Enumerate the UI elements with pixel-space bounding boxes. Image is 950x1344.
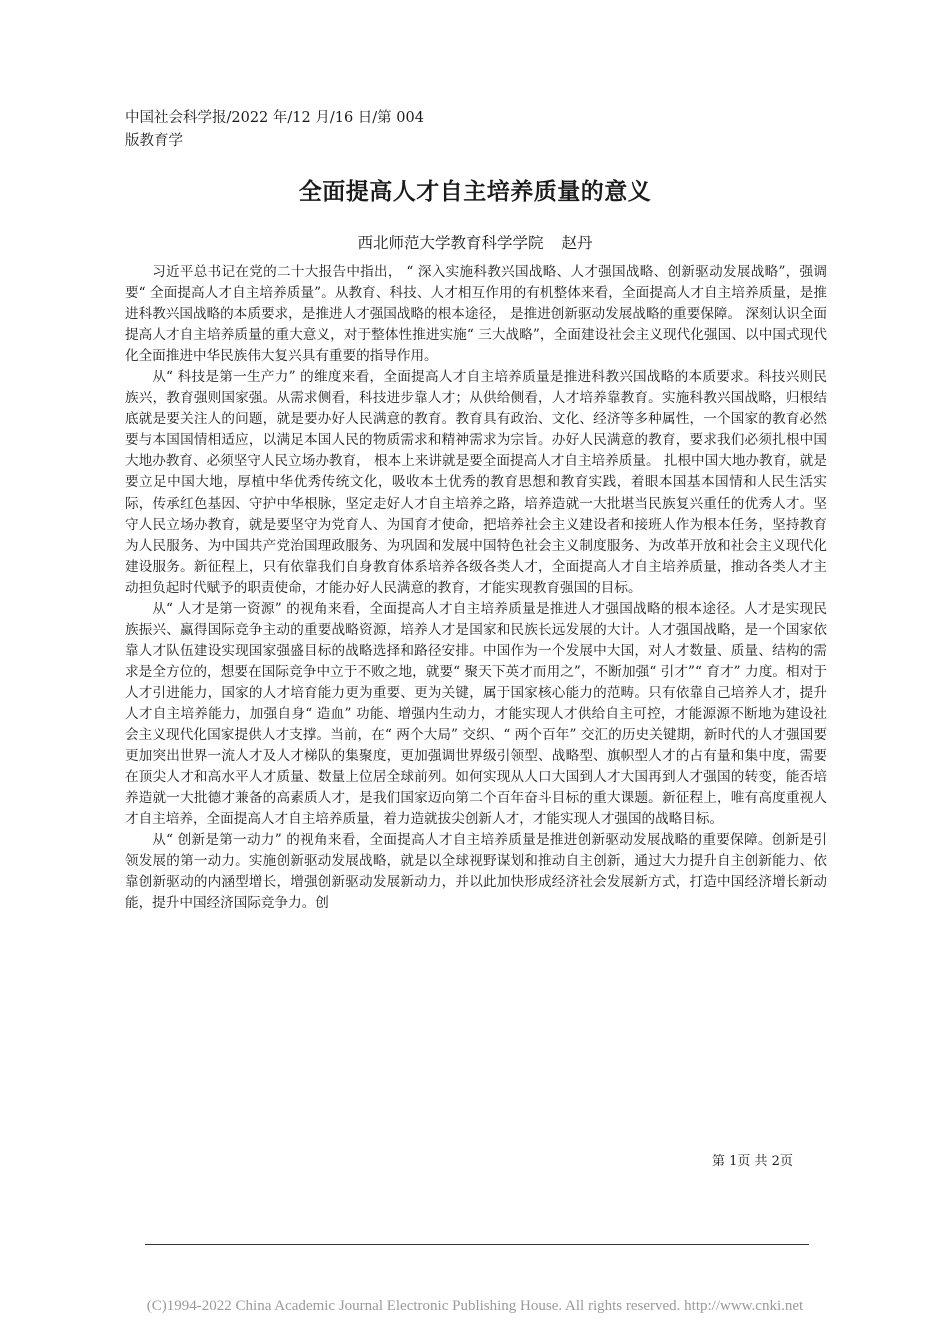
page-number: 第 1页 共 2页 xyxy=(712,1154,793,1169)
footer-divider xyxy=(145,1244,809,1245)
article-body xyxy=(125,262,827,914)
paragraph-1: 习近平总书记在党的二十大报告中指出， “ 深入实施科教兴国战略、人才强国战略、创新驱动发展战略”，强调要“ 全面提高人才自主培养质量”。从教育、科技、人才相互作用的有机整体来看，全面提高人才自主培养质量，是推进科教兴国战略的本质要求，是推进人才强国战略的根本途径， 是推进创新驱动发展战略的重要保障。 深刻认识全面提高人才自主培养质量的重大意义，对于整体性推进实施“ 三大战略”，全面建设社会主义现代化强国、以中国式现代化全面推进中华民族伟大复兴具有重要的指导作用。 xyxy=(125,264,827,365)
paragraph-2: 从“ 科技是第一生产力” 的维度来看，全面提高人才自主培养质量是推进科教兴国战略的本质要求。科技兴则民族兴，教育强则国家强。从需求侧看，科技进步靠人才；从供给侧看，人才培养靠教育。实施科教兴国战略，归根结底就是要关注人的问题，就是要办好人民满意的教育。教育具有政治、文化、经济等多种属性，一个国家的教育必然要与本国国情相适应，以满足本国人民的物质需求和精神需求为宗旨。办好人民满意的教育，要求我们必须扎根中国大地办教育、必须坚守人民立场办教育， 根本上来讲就是要全面提高人才自主培养质量。 扎根中国大地办教育，就是要立足中国大地，厚植中华优秀传统文化，吸收本土优秀的教育思想和教育实践，着眼本国基本国情和人民生活实际，传承红色基因、守护中华根脉，坚定走好人才自主培养之路，培养造就一大批堪当民族复兴重任的优秀人才。坚守人民立场办教育，就是要坚守为党育人、为国育才使命，把培养社会主义建设者和接班人作为根本任务，坚持教育为人民服务、为中国共产党治国理政服务、为巩固和发展中国特色社会主义制度服务、为改革开放和社会主义现代化建设服务。新征程上，只有依靠我们自身教育体系培养各级各类人才，全面提高人才自主培养质量，推动各类人才主动担负起时代赋予的职责使命，才能办好人民满意的教育，才能实现教育强国的目标。 xyxy=(125,369,827,596)
paragraph-4: 从“ 创新是第一动力” 的视角来看，全面提高人才自主培养质量是推进创新驱动发展战略的重要保障。创新是引领发展的第一动力。实施创新驱动发展战略，就是以全球视野谋划和推动自主创新，通过大力提升自主创新能力、依靠创新驱动的内涵型增长，增强创新驱动发展新动力，并以此加快形成经济社会发展新方式，打造中国经济增长新动能，提升中国经济国际竞争力。创 xyxy=(125,832,827,912)
author-line xyxy=(0,232,950,254)
author-name: 赵丹 xyxy=(561,234,593,252)
source-line: 中国社会科学报/2022 年/12 月/16 日/第 004 xyxy=(125,110,424,126)
affiliation: 西北师范大学教育科学学院 xyxy=(357,234,544,252)
section-line: 版教育学 xyxy=(125,133,183,149)
copyright-notice: (C)1994-2022 China Academic Journal Electronic Publishing House. All rights reserved. http://www.cnki.net xyxy=(146,1298,804,1314)
paragraph-3: 从“ 人才是第一资源” 的视角来看，全面提高人才自主培养质量是推进人才强国战略的根本途径。人才是实现民族振兴、赢得国际竞争主动的重要战略资源，培养人才是国家和民族长远发展的大计。人才强国战略，是一个国家依靠人才队伍建设实现国家强盛目标的战略选择和路径安排。中国作为一个发展中大国，对人才数量、质量、结构的需求是全方位的，想要在国际竞争中立于不败之地，就要“ 聚天下英才而用之”，不断加强“ 引才”“ 育才” 力度。相对于人才引进能力，国家的人才培育能力更为重要、更为关键，属于国家核心能力的范畴。只有依靠自己培养人才，提升人才自主培养能力，加强自身“ 造血” 功能、增强内生动力，才能实现人才供给自主可控，才能源源不断地为建设社会主义现代化国家提供人才支撑。当前，在“ 两个大局” 交织、“ 两个百年” 交汇的历史关键期，新时代的人才强国要更加突出世界一流人才及人才梯队的集聚度，更加强调世界级引领型、战略型、旗帜型人才的占有量和集中度，需要在顶尖人才和高水平人才质量、数量上位居全球前列。如何实现从人口大国到人才大国再到人才强国的转变，能否培养造就一大批德才兼备的高素质人才，是我们国家迈向第二个百年奋斗目标的重大课题。新征程上，唯有高度重视人才自主培养，全面提高人才自主培养质量，着力造就拔尖创新人才，才能实现人才强国的战略目标。 xyxy=(125,600,827,828)
article-title: 全面提高人才自主培养质量的意义 xyxy=(298,178,652,205)
